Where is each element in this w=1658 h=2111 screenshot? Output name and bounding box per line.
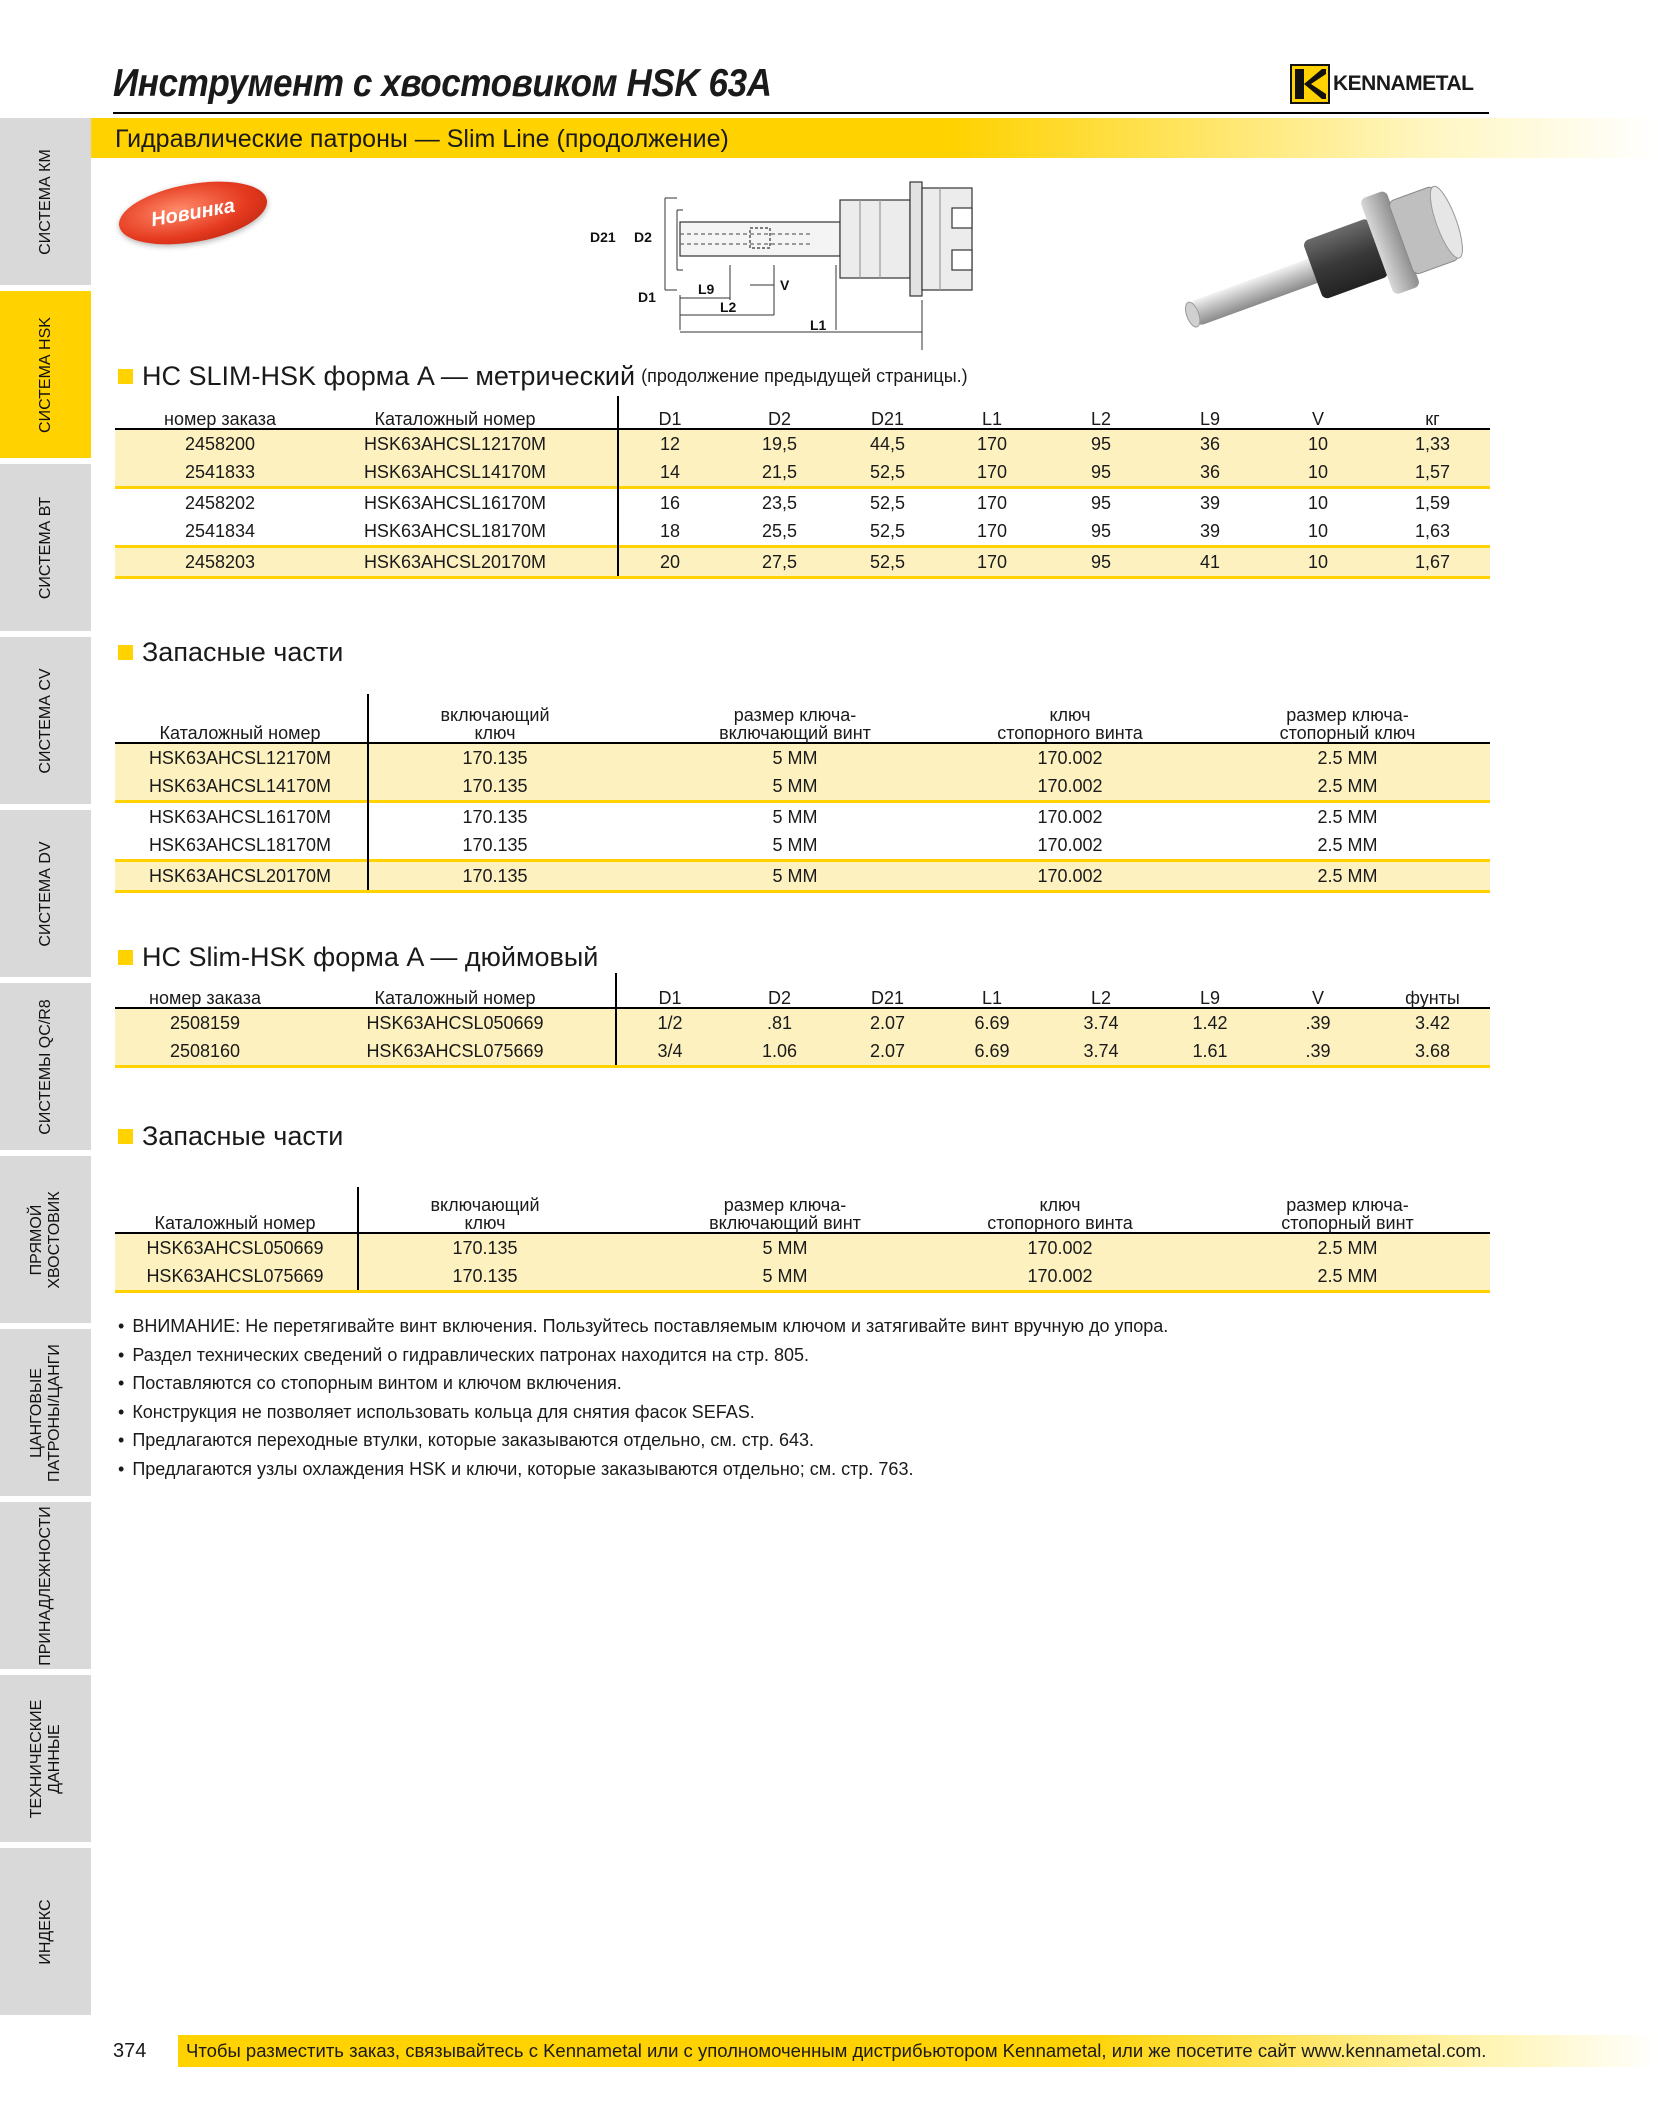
section-bullet-icon <box>118 645 133 660</box>
table-cell: 5 MM <box>762 1266 808 1286</box>
side-tab-label: СИСТЕМА HSK <box>36 316 54 433</box>
column-header: D21 <box>870 988 905 1008</box>
table-cell: 170 <box>976 462 1008 482</box>
inch-table <box>115 985 1490 1068</box>
column-header: D21 <box>870 409 905 429</box>
table-cell: 2.07 <box>869 1013 906 1033</box>
column-header: номер заказа <box>164 409 276 429</box>
table-cell: HSK63AHCSL18170M <box>148 835 332 855</box>
table-cell: 39 <box>1199 493 1221 513</box>
column-header: D2 <box>767 988 791 1008</box>
table-cell: 6.69 <box>974 1013 1010 1033</box>
table-cell: 52,5 <box>869 521 906 541</box>
table-cell: 10 <box>1307 434 1329 454</box>
table-cell: 5 MM <box>762 1238 808 1258</box>
table-header <box>115 985 1490 1009</box>
table-cell: 25,5 <box>761 521 798 541</box>
table-cell: 2.5 MM <box>1317 1238 1378 1258</box>
column-header: D1 <box>658 988 682 1008</box>
column-header: L1 <box>981 988 1003 1008</box>
table-cell: 170.135 <box>452 1238 518 1258</box>
label-d2: D2 <box>634 229 652 245</box>
table-cell: 36 <box>1199 434 1221 454</box>
table-cell: 5 MM <box>772 835 818 855</box>
side-tab-label: ПРИНАДЛЕЖНОСТИ <box>36 1505 54 1666</box>
column-divider <box>367 694 369 890</box>
table-bottom-rule <box>115 1290 1490 1293</box>
table-cell: .39 <box>1305 1041 1331 1061</box>
side-tab-label: СИСТЕМА КМ <box>36 148 54 255</box>
table-cell: 1,57 <box>1414 462 1451 482</box>
spares-inch-heading <box>118 1121 343 1152</box>
table-cell: 39 <box>1199 521 1221 541</box>
side-tab-label: ЦАНГОВЫЕ ПАТРОНЫ/ЦАНГИ <box>27 1343 63 1482</box>
metric-section-note: (продолжение предыдущей страницы.) <box>641 366 968 386</box>
label-d21: D21 <box>590 229 616 245</box>
side-tab-label: СИСТЕМА CV <box>36 667 54 774</box>
table-cell: 170.135 <box>462 835 528 855</box>
table-cell: 2458203 <box>184 552 256 572</box>
table-cell: 170 <box>976 493 1008 513</box>
table-row <box>115 458 1490 486</box>
page-number: 374 <box>113 2040 147 2062</box>
page-title: Инструмент с хвостовиком HSK 63A <box>113 62 772 105</box>
column-header: V <box>1311 988 1324 1008</box>
table-cell: 12 <box>659 434 681 454</box>
table-cell: 3.74 <box>1083 1013 1119 1033</box>
table-cell: 5 MM <box>772 776 818 796</box>
table-bottom-rule <box>115 1065 1490 1068</box>
column-header: L9 <box>1199 988 1221 1008</box>
table-cell: .39 <box>1305 1013 1331 1033</box>
column-header: включающий ключ <box>430 1195 540 1233</box>
spares-metric-title: Запасные части <box>142 637 344 667</box>
table-cell: 2508160 <box>169 1041 241 1061</box>
label-l2: L2 <box>720 299 737 315</box>
table-cell: 10 <box>1307 521 1329 541</box>
spares-metric-heading <box>118 637 343 668</box>
table-cell: 170.002 <box>1037 776 1103 796</box>
table-cell: 2.5 MM <box>1317 776 1378 796</box>
side-tab-label: СИСТЕМЫ QC/R8 <box>36 998 54 1135</box>
label-l1: L1 <box>810 317 827 333</box>
column-header: размер ключа- стопорный ключ <box>1279 705 1416 743</box>
product-photo <box>1160 175 1490 345</box>
note-item: • Раздел технических сведений о гидравлических патронах находится на стр. 805. <box>118 1341 1168 1370</box>
table-cell: 2458200 <box>184 434 256 454</box>
section-bullet-icon <box>118 369 133 384</box>
table-cell: 95 <box>1090 462 1112 482</box>
column-header: кг <box>1425 409 1440 429</box>
new-badge-label: Новинка <box>149 194 237 232</box>
table-cell: 1.42 <box>1192 1013 1228 1033</box>
table-cell: 170.135 <box>462 776 528 796</box>
spares-inch-title: Запасные части <box>142 1121 344 1151</box>
table-cell: 170.002 <box>1027 1238 1093 1258</box>
side-tab-1[interactable] <box>0 118 91 288</box>
table-row <box>115 548 1490 576</box>
side-tab-5[interactable] <box>0 810 91 980</box>
side-tab-7[interactable] <box>0 1156 91 1326</box>
table-cell: 20 <box>659 552 681 572</box>
tool-diagram <box>580 170 1020 350</box>
logo-text: KENNAMETAL <box>1333 72 1474 95</box>
side-tab-8[interactable] <box>0 1329 91 1499</box>
column-header: размер ключа- стопорный винт <box>1281 1195 1414 1233</box>
note-item: • ВНИМАНИЕ: Не перетягивайте винт включения. Пользуйтесь поставляемым ключом и затягивайте винт вручную до упора. <box>118 1312 1168 1341</box>
table-cell: 2508159 <box>169 1013 241 1033</box>
label-l9: L9 <box>698 281 715 297</box>
table-cell: 1,63 <box>1414 521 1451 541</box>
spares-inch-table <box>115 1187 1490 1293</box>
table-cell: HSK63AHCSL075669 <box>366 1041 544 1061</box>
table-cell: 2.5 MM <box>1317 835 1378 855</box>
table-row <box>115 1262 1490 1290</box>
table-cell: 170.135 <box>462 748 528 768</box>
table-cell: 2.5 MM <box>1317 807 1378 827</box>
table-cell: 41 <box>1199 552 1221 572</box>
table-cell: 1,67 <box>1414 552 1451 572</box>
table-cell: 23,5 <box>761 493 798 513</box>
table-cell: HSK63AHCSL20170M <box>148 866 332 886</box>
table-cell: 2.5 MM <box>1317 866 1378 886</box>
side-tab-label: ТЕХНИЧЕСКИЕ ДАННЫЕ <box>27 1699 63 1818</box>
note-item: • Предлагаются узлы охлаждения HSK и ключи, которые заказываются отдельно; см. стр. 763. <box>118 1455 1168 1484</box>
table-cell: 10 <box>1307 462 1329 482</box>
table-cell: 16 <box>659 493 681 513</box>
side-tab-9[interactable] <box>0 1502 91 1672</box>
table-row <box>115 517 1490 545</box>
table-cell: HSK63AHCSL16170M <box>363 493 547 513</box>
table-cell: HSK63AHCSL14170M <box>148 776 332 796</box>
table-row <box>115 430 1490 458</box>
table-cell: 170 <box>976 552 1008 572</box>
table-cell: 95 <box>1090 521 1112 541</box>
table-row <box>115 1037 1490 1065</box>
table-cell: 170.002 <box>1027 1266 1093 1286</box>
side-tab-2[interactable] <box>0 291 91 461</box>
column-divider <box>357 1187 359 1290</box>
section-bullet-icon <box>118 950 133 965</box>
table-cell: 170.002 <box>1037 835 1103 855</box>
column-header: Каталожный номер <box>154 1213 316 1233</box>
table-cell: 170 <box>976 521 1008 541</box>
side-tab-label: СИСТЕМА DV <box>36 840 54 947</box>
table-cell: 1.06 <box>761 1041 798 1061</box>
table-cell: 6.69 <box>974 1041 1010 1061</box>
inch-section-title: HC Slim-HSK форма A — дюймовый <box>142 942 599 972</box>
table-cell: HSK63AHCSL20170M <box>363 552 547 572</box>
metric-table <box>115 408 1490 579</box>
table-header <box>115 408 1490 430</box>
side-tab-label: СИСТЕМА ВТ <box>36 496 54 599</box>
metric-section-title: HC SLIM-HSK форма A — метрический <box>142 361 636 391</box>
table-cell: 170.002 <box>1037 807 1103 827</box>
table-cell: 2.5 MM <box>1317 1266 1378 1286</box>
table-cell: 27,5 <box>761 552 798 572</box>
table-cell: 170.002 <box>1037 748 1103 768</box>
column-header: L2 <box>1090 409 1112 429</box>
table-cell: 10 <box>1307 493 1329 513</box>
note-item: • Конструкция не позволяет использовать кольца для снятия фасок SEFAS. <box>118 1398 1168 1427</box>
table-row <box>115 803 1490 831</box>
column-header: D2 <box>767 409 791 429</box>
table-cell: 170 <box>976 434 1008 454</box>
metric-section-heading <box>118 361 968 392</box>
table-bottom-rule <box>115 576 1490 579</box>
table-cell: 2.07 <box>869 1041 906 1061</box>
table-cell: 36 <box>1199 462 1221 482</box>
side-tab-label: ПРЯМОЙ ХВОСТОВИК <box>27 1190 63 1289</box>
column-header: ключ стопорного винта <box>997 705 1143 743</box>
table-cell: 5 MM <box>772 748 818 768</box>
side-tab-3[interactable] <box>0 464 91 634</box>
table-cell: 52,5 <box>869 462 906 482</box>
notes-list <box>118 1312 1168 1483</box>
table-header <box>115 694 1490 744</box>
table-cell: 2541833 <box>184 462 256 482</box>
logo-k-mark-icon <box>1290 64 1330 104</box>
table-cell: HSK63AHCSL12170M <box>363 434 547 454</box>
column-divider <box>615 973 617 1065</box>
table-cell: 170.135 <box>462 866 528 886</box>
table-row <box>115 489 1490 517</box>
column-header: L9 <box>1199 409 1221 429</box>
side-tab-11[interactable] <box>0 1848 91 2018</box>
table-cell: 5 MM <box>772 866 818 886</box>
table-cell: HSK63AHCSL12170M <box>148 748 332 768</box>
table-row <box>115 1234 1490 1262</box>
label-v: V <box>780 277 790 293</box>
table-cell: 5 MM <box>772 807 818 827</box>
table-cell: 18 <box>659 521 681 541</box>
table-cell: HSK63AHCSL14170M <box>363 462 547 482</box>
table-cell: 3/4 <box>657 1041 683 1061</box>
table-cell: 19,5 <box>761 434 798 454</box>
table-cell: 1,33 <box>1414 434 1451 454</box>
table-cell: 1,59 <box>1414 493 1451 513</box>
column-divider <box>617 396 619 576</box>
table-cell: 170.002 <box>1037 866 1103 886</box>
side-tab-4[interactable] <box>0 637 91 807</box>
table-cell: 95 <box>1090 552 1112 572</box>
footer-text: Чтобы разместить заказ, связывайтесь с Kennametal или с уполномоченным дистрибьютором Kennametal, или же посетите сайт www.kennametal.com. <box>186 2040 1487 2061</box>
table-header <box>115 1187 1490 1234</box>
side-tab-6[interactable] <box>0 983 91 1153</box>
table-cell: HSK63AHCSL050669 <box>366 1013 544 1033</box>
table-cell: 95 <box>1090 493 1112 513</box>
note-item: • Предлагаются переходные втулки, которые заказываются отдельно, см. стр. 643. <box>118 1426 1168 1455</box>
side-navigation <box>0 118 91 2028</box>
table-cell: HSK63AHCSL075669 <box>146 1266 324 1286</box>
table-cell: 1.61 <box>1192 1041 1228 1061</box>
new-badge <box>114 171 272 254</box>
side-tab-label: ИНДЕКС <box>36 1898 54 1965</box>
table-cell: 21,5 <box>761 462 798 482</box>
column-header: Каталожный номер <box>159 723 321 743</box>
column-header: L2 <box>1090 988 1112 1008</box>
table-cell: 10 <box>1307 552 1329 572</box>
table-bottom-rule <box>115 890 1490 893</box>
column-header: D1 <box>658 409 682 429</box>
table-cell: 170.135 <box>452 1266 518 1286</box>
table-cell: 1/2 <box>657 1013 683 1033</box>
table-cell: HSK63AHCSL16170M <box>148 807 332 827</box>
column-header: Каталожный номер <box>374 988 536 1008</box>
label-d1: D1 <box>638 289 656 305</box>
table-row <box>115 862 1490 890</box>
table-row <box>115 831 1490 859</box>
column-header: размер ключа- включающий винт <box>719 705 871 743</box>
table-cell: 3.42 <box>1414 1013 1451 1033</box>
table-cell: 3.68 <box>1414 1041 1451 1061</box>
table-row <box>115 772 1490 800</box>
section-bullet-icon <box>118 1129 133 1144</box>
table-cell: 95 <box>1090 434 1112 454</box>
table-row <box>115 1009 1490 1037</box>
column-header: фунты <box>1405 988 1460 1008</box>
table-cell: 2458202 <box>184 493 256 513</box>
table-cell: 52,5 <box>869 552 906 572</box>
table-cell: 44,5 <box>869 434 906 454</box>
column-header: L1 <box>981 409 1003 429</box>
column-header: V <box>1311 409 1324 429</box>
side-tab-10[interactable] <box>0 1675 91 1845</box>
title-rule <box>113 112 1489 114</box>
spares-metric-table <box>115 694 1490 893</box>
table-cell: 3.74 <box>1083 1041 1119 1061</box>
inch-section-heading <box>118 942 598 973</box>
column-header: включающий ключ <box>440 705 550 743</box>
table-cell: 52,5 <box>869 493 906 513</box>
column-header: ключ стопорного винта <box>987 1195 1133 1233</box>
column-header: Каталожный номер <box>374 409 536 429</box>
table-cell: 2541834 <box>184 521 256 541</box>
table-cell: HSK63AHCSL050669 <box>146 1238 324 1258</box>
table-row <box>115 744 1490 772</box>
note-item: • Поставляются со стопорным винтом и ключом включения. <box>118 1369 1168 1398</box>
table-cell: 2.5 MM <box>1317 748 1378 768</box>
table-cell: 14 <box>659 462 681 482</box>
table-cell: 170.135 <box>462 807 528 827</box>
kennametal-logo <box>1290 62 1473 106</box>
table-cell: HSK63AHCSL18170M <box>363 521 547 541</box>
table-cell: .81 <box>766 1013 793 1033</box>
page-subtitle: Гидравлические патроны — Slim Line (продолжение) <box>115 125 729 153</box>
column-header: номер заказа <box>149 988 261 1008</box>
column-header: размер ключа- включающий винт <box>709 1195 861 1233</box>
